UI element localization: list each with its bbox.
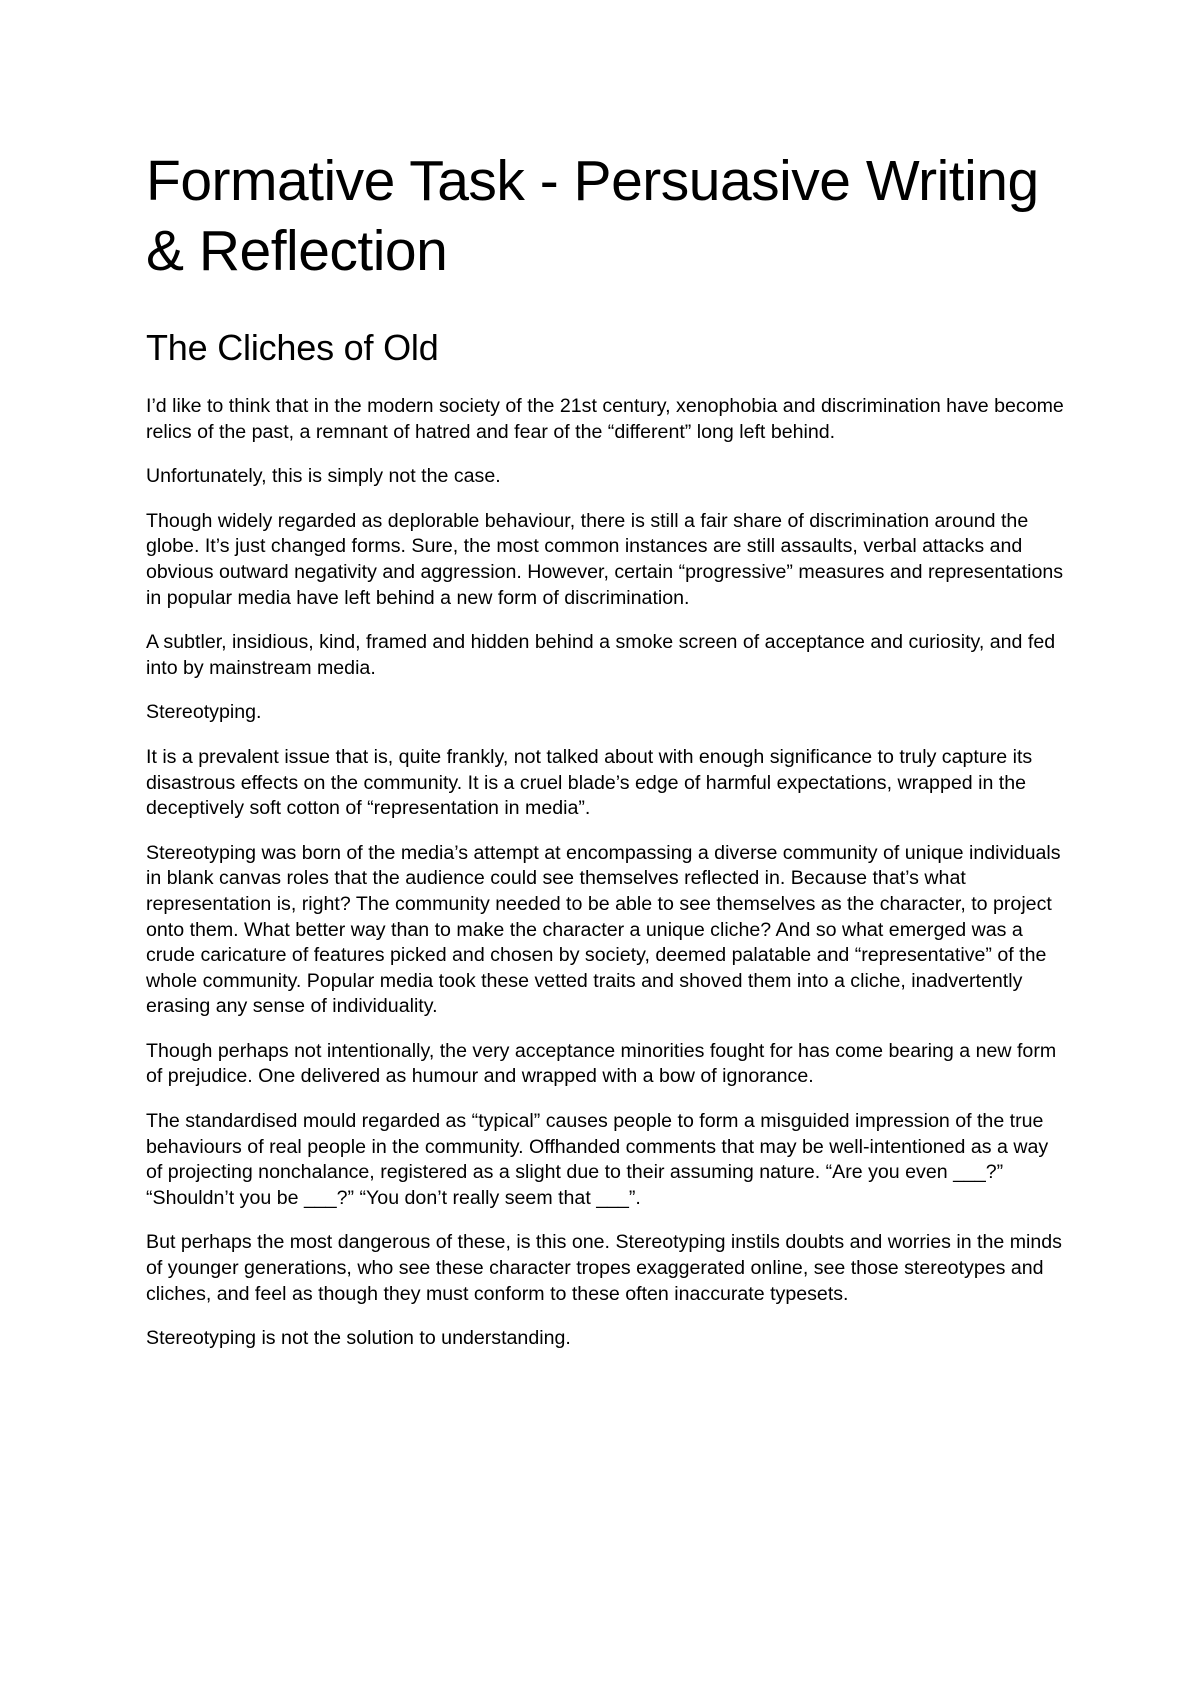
paragraph: I’d like to think that in the modern society of the 21st century, xenophobia and discrimination have become relics of the past, a remnant of hatred and fear of the “different” long left behind. (146, 395, 1064, 443)
paragraph: Stereotyping is not the solution to understanding. (146, 1327, 571, 1350)
paragraph: It is a prevalent issue that is, quite frankly, not talked about with enough significance to truly capture its disastrous effects on the community. It is a cruel blade’s edge of harmful expectations, wrapped in the deceptively soft cotton of “representation in media”. (146, 745, 1033, 820)
paragraph: A subtler, insidious, kind, framed and hidden behind a smoke screen of acceptance and curiosity, and fed into by mainstream media. (146, 631, 1056, 679)
paragraph: But perhaps the most dangerous of these, is this one. Stereotyping instils doubts and worries in the minds of younger generations, who see these character tropes exaggerated online, see those stereotypes and cliches, and feel as though they must conform to these often inaccurate typesets. (146, 1231, 1062, 1305)
paragraph: The standardised mould regarded as “typical” causes people to form a misguided impression of the true behaviours of real people in the community. Offhanded comments that may be well-intentioned as a way of projecting nonchalance, registered as a slight due to their assuming nature. “Are you even ___?” “Shouldn’t you be ___?” “You don’t really seem that ___”. (146, 1110, 1049, 1209)
paragraph: Though widely regarded as deplorable behaviour, there is still a fair share of discrimination around the globe. It’s just changed forms. Sure, the most common instances are still assaults, verbal attacks and obvious outward negativity and aggression. However, certain “progressive” measures and representations in popular media have left behind a new form of discrimination. (146, 509, 1064, 609)
essay-heading: The Cliches of Old (146, 327, 439, 368)
document-body (146, 146, 1068, 1371)
paragraph: Though perhaps not intentionally, the very acceptance minorities fought for has come bearing a new form of prejudice. One delivered as humour and wrapped with a bow of ignorance. (146, 1039, 1057, 1088)
document-title: Formative Task - Persuasive Writing & Reflection (146, 149, 1039, 283)
paragraph: Stereotyping was born of the media’s attempt at encompassing a diverse community of unique individuals in blank canvas roles that the audience could see themselves reflected in. Because that’s what representation is, right? The community needed to be able to see themselves as the character, to project onto them. What better way than to make the character a unique cliche? And so what emerged was a crude caricature of features picked and chosen by society, deemed palatable and “representative” of the whole community. Popular media took these vetted traits and shoved them into a cliche, inadvertently erasing any sense of individuality. (146, 841, 1061, 1018)
paragraph: Unfortunately, this is simply not the case. (146, 465, 501, 488)
paragraph: Stereotyping. (146, 701, 262, 724)
